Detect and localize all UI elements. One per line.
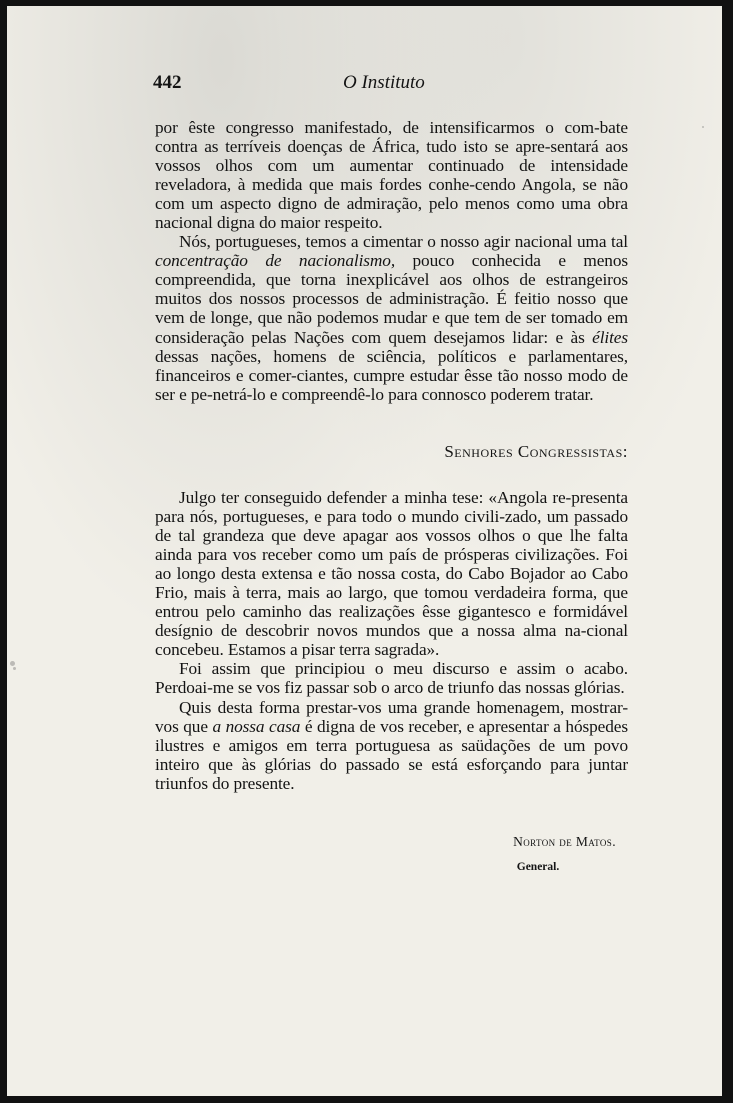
ink-speck [13, 667, 16, 670]
body-text-bottom [155, 488, 628, 793]
signature-name: Norton de Matos. [513, 834, 616, 849]
paragraph: Nós, portugueses, temos a cimentar o nosso agir nacional uma tal concentração de nacionalismo, pouco conhecida e menos compreendida, que torna inexplicável aos olhos de estrangeiros muitos dos nossos processos de administração. É feitio nosso que vem de longe, que não podemos mudar e que tem de ser tomado em consideração pelas Nações com quem desejamos lidar: e às élites dessas nações, homens de sciência, políticos e parlamentares, financeiros e comer-ciantes, cumpre estudar êsse tão nosso modo de ser e pe-netrá-lo e compreendê-lo para connosco poderem tratar. [155, 232, 628, 404]
salutation: Senhores Congressistas: [444, 442, 628, 461]
signature-role: General. [516, 861, 560, 873]
page-number: 442 [153, 72, 182, 93]
paragraph: Quis desta forma prestar-vos uma grande homenagem, mostrar-vos que a nossa casa é digna de vos receber, e apresentar a hóspedes ilustres e amigos em terra portuguesa as saüdações de um povo inteiro que às glórias do passado se está esforçando para juntar triunfos do presente. [155, 697, 628, 793]
page-header [153, 72, 563, 96]
ink-speck [10, 661, 15, 666]
paragraph: Julgo ter conseguido defender a minha tese: «Angola re-presenta para nós, portugueses, e para todo o mundo civili-zado, um passado de tal grandeza que deve apagar aos vossos olhos o que lhe falta ainda para vos receber como um país de prósperas civilizações. Foi ao longo desta extensa e tão nossa costa, do Cabo Bojador ao Cabo Frio, mais à terra, mais ao largo, que tomou verdadeira forma, que entrou pelo caminho das realizações êsse gigantesco e formidável desígnio de descobrir novos mundos que a nossa alma na-cional concebeu. Estamos a pisar terra sagrada». [155, 488, 628, 660]
ink-speck [702, 126, 704, 128]
running-title: O Instituto [343, 72, 425, 93]
body-text-top [155, 118, 628, 404]
paragraph: por êste congresso manifestado, de intensificarmos o com-bate contra as terríveis doenças de África, tudo isto se apre-sentará aos vossos olhos com um aumentar continuado de intensidade reveladora, à medida que mais fordes conhe-cendo Angola, se não com um aspecto digno de admiração, pelo menos como uma obra nacional digna do maior respeito. [155, 118, 628, 233]
paragraph: Foi assim que principiou o meu discurso e assim o acabo. Perdoai-me se vos fiz passar sob o arco de triunfo das nossas glórias. [155, 659, 628, 698]
